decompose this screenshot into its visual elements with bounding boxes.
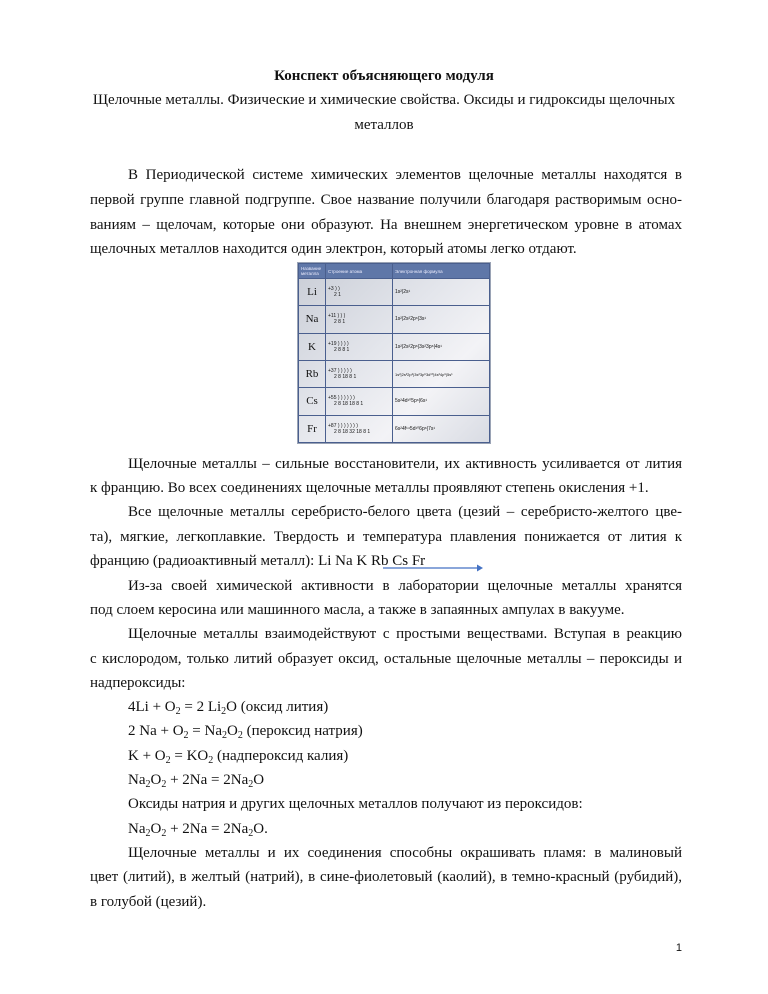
para5-line2: с кислородом, только литий образует оксид, остальные щелочные металлы – пероксиды и (90, 651, 682, 667)
table-row (299, 279, 490, 306)
element-symbol: Fr (299, 415, 326, 442)
element-symbol: Cs (299, 388, 326, 415)
electron-counts: 2 8 1 (334, 319, 346, 326)
table-row (299, 360, 490, 387)
para1-line4: щелочных металлов находится один электрон, который атомы легко отдают. (90, 241, 577, 257)
reaction-1: $4Li + O_2 = 2$ $Li_2O$ (оксид лития) (128, 699, 329, 717)
para2-line1: Щелочные металлы – сильные восстановители, их активность усиливается от лития (128, 456, 682, 472)
atom-structure (326, 333, 393, 360)
table-header-row (299, 264, 490, 279)
electron-formula: 1s²|2s²2p⁶|3s²3p⁶3d¹⁰|4s²4p⁶|5s¹ (393, 360, 490, 387)
page-number: 1 (675, 942, 682, 954)
para3-line1: Все щелочные металлы серебристо-белого цвета (цезий – серебристо-желтого цве- (128, 504, 682, 520)
para7-line1: Щелочные металлы и их соединения способны окрашивать пламя: в малиновый (128, 845, 682, 861)
electron-formula: 6s²4f¹⁴5d¹⁰6p⁶|7s¹ (393, 415, 490, 442)
para4-line1: Из-за своей химической активности в лаборатории щелочные металлы хранятся (128, 578, 682, 594)
shells-text: +3 ) ) (328, 286, 340, 293)
table-header-name: Название металла (299, 264, 326, 279)
atom-structure (326, 306, 393, 333)
reaction-5: $Na_2O_2 + 2Na = 2Na_2O$. (128, 821, 268, 839)
reaction-2-note: (пероксид натрия) (246, 723, 363, 739)
para7-line3: в голубой (цезий). (90, 894, 207, 910)
element-symbol: Na (299, 306, 326, 333)
reaction-2: 2 $Na + O_2 = Na_2O_2$ (пероксид натрия) (128, 723, 363, 741)
atom-structure (326, 279, 393, 306)
element-symbol: K (299, 333, 326, 360)
electron-formula: 1s²|2s¹ (393, 279, 490, 306)
document-subtitle-line1: Щелочные металлы. Физические и химические свойства. Оксиды и гидроксиды щелочных (92, 92, 676, 108)
shells-text: +37 ) ) ) ) ) (328, 368, 352, 375)
alkali-metals-table (298, 263, 490, 443)
para5-line1: Щелочные металлы взаимодействуют с простыми веществами. Вступая в реакцию (128, 626, 682, 642)
element-symbol: Li (299, 279, 326, 306)
para3-line3: францию (радиоактивный металл): Li Na K Rb Cs Fr (90, 553, 426, 569)
para1-line1: В Периодической системе химических элементов щелочные металлы находятся в (128, 167, 682, 183)
atom-structure (326, 415, 393, 442)
table-row (299, 415, 490, 442)
arrow-right-icon (383, 563, 483, 573)
para5-line3: надпероксиды: (90, 675, 186, 691)
atom-structure (326, 388, 393, 415)
shells-text: +11 ) ) ) (328, 313, 346, 320)
table-row (299, 388, 490, 415)
table-row (299, 333, 490, 360)
table-header-formula: Электронная формула (393, 264, 490, 279)
para4-line2: под слоем керосина или машинного масла, а также в запаянных ампулах в вакууме. (90, 602, 625, 618)
para7-line2: цвет (литий), в желтый (натрий), в сине-фиолетовый (каолий), в темно-красный (рубидий), (90, 869, 682, 885)
electron-formula: 1s²|2s²2p⁶|3s²3p⁶|4s¹ (393, 333, 490, 360)
table-header-structure: Строение атома (326, 264, 393, 279)
shells-text: +19 ) ) ) ) (328, 340, 349, 347)
para1-line3: ваниям – щелочам, которые они образуют. На внешнем энергетическом уровне в атомах (90, 217, 682, 233)
para6-line1: Оксиды натрия и других щелочных металлов получают из пероксидов: (128, 796, 583, 812)
shells-text: +55 ) ) ) ) ) ) (328, 395, 355, 402)
electron-counts: 2 8 18 32 18 8 1 (334, 428, 371, 435)
electron-counts: 2 8 18 18 8 1 (334, 401, 364, 408)
para1-line2: первой группе главной подгруппе. Свое название получили благодаря растворимым осно- (90, 192, 682, 208)
para3-line2: та), мягкие, легкоплавкие. Твердость и температура плавления понижается от лития к (90, 529, 682, 545)
electron-counts: 2 8 18 8 1 (334, 374, 357, 381)
reaction-4: $Na_2O_2 + 2Na = 2Na_2O$ (128, 772, 265, 790)
element-symbol: Rb (299, 360, 326, 387)
document-subtitle-line2: металлов (354, 117, 414, 133)
electron-formula: 1s²|2s²2p⁶|3s¹ (393, 306, 490, 333)
alkali-metals-table-image (297, 262, 491, 444)
electron-counts: 2 8 8 1 (334, 346, 350, 353)
reaction-3: $K + O_2 = KO_2$ (надпероксид калия) (128, 748, 349, 766)
electron-counts: 2 1 (334, 292, 341, 299)
electron-formula: 5s²4d¹⁰5p⁶|6s¹ (393, 388, 490, 415)
table-row (299, 306, 490, 333)
para2-line2: к францию. Во всех соединениях щелочные металлы проявляют степень окисления +1. (90, 480, 649, 496)
document-title: Конспект объясняющего модуля (274, 68, 494, 84)
reaction-1-note: (оксид лития) (240, 699, 329, 715)
shells-text: +87 ) ) ) ) ) ) ) (328, 422, 358, 429)
reaction-3-note: (надпероксид калия) (217, 748, 349, 764)
atom-structure (326, 360, 393, 387)
